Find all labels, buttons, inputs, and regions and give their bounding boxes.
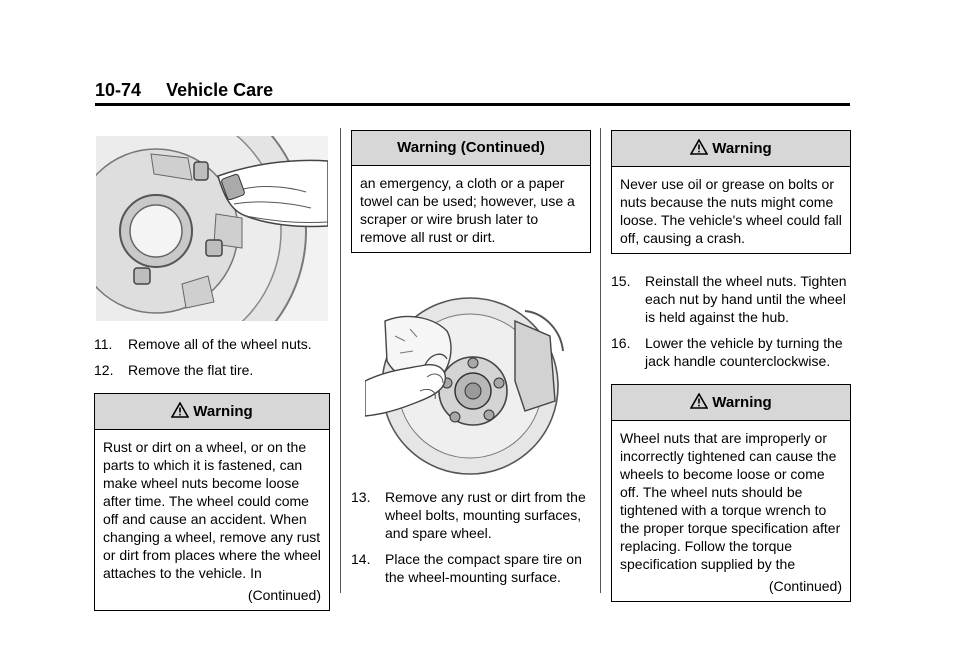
wheel-nut-removal-illustration	[96, 136, 328, 321]
column-divider-2	[600, 128, 601, 593]
column-1	[94, 130, 330, 617]
warning-header: Warning (Continued)	[352, 131, 590, 166]
warning-title: Warning	[712, 140, 772, 157]
warning-title: Warning	[712, 394, 772, 411]
section-title: Vehicle Care	[166, 80, 274, 100]
step-number: 13.	[351, 489, 371, 505]
warning-header	[95, 394, 329, 430]
column-divider-1	[340, 128, 341, 593]
step-text: Place the compact spare tire on the wheel-mounting surface.	[385, 551, 582, 585]
step-number: 11.	[94, 336, 113, 352]
warning-box-torque	[611, 384, 851, 602]
step-text: Remove any rust or dirt from the wheel bolts, mounting surfaces, and spare wheel.	[385, 489, 586, 541]
step-number: 15.	[611, 273, 631, 289]
step-number: 16.	[611, 335, 631, 351]
warning-triangle-icon	[690, 139, 708, 155]
warning-text: Never use oil or grease on bolts or nuts because the nuts might come loose. The vehicle's wheel could fall off, causing a crash.	[620, 176, 842, 246]
warning-text: Rust or dirt on a wheel, or on the parts to which it is fastened, can make wheel nuts become loose after time. The wheel could come off and cause an accident. When changing a wheel, remove any rust or dirt from places where the wheel attaches to the vehicle. In	[103, 439, 321, 581]
page-header	[95, 80, 273, 101]
column-2	[351, 130, 591, 594]
warning-body	[612, 167, 850, 253]
warning-text: an emergency, a cloth or a paper towel can be used; however, use a scraper or wire brush later to remove all rust or dirt.	[360, 175, 575, 245]
warning-body	[95, 430, 329, 610]
warning-box-rust	[94, 393, 330, 611]
step-15	[611, 272, 851, 326]
warning-title: Warning	[193, 403, 253, 420]
warning-body	[352, 166, 590, 252]
page-number: 10-74	[95, 80, 142, 100]
warning-box-continued	[351, 130, 591, 253]
step-11	[94, 335, 330, 353]
warning-header	[612, 385, 850, 421]
warning-triangle-icon	[690, 393, 708, 409]
warning-text: Wheel nuts that are improperly or incorrectly tightened can cause the wheels to become loose or come off. The wheel nuts should be tightened with a torque wrench to the proper torque specification after replacing. Follow the torque specification supplied by the	[620, 430, 841, 572]
step-number: 12.	[94, 362, 114, 378]
continued-label: (Continued)	[768, 578, 842, 594]
warning-triangle-icon	[171, 402, 189, 418]
step-16	[611, 334, 851, 370]
continued-label: (Continued)	[247, 587, 321, 603]
brake-hub-cleaning-illustration	[365, 291, 565, 476]
warning-body	[612, 421, 850, 601]
step-text: Remove the flat tire.	[128, 362, 254, 378]
header-rule	[95, 103, 850, 106]
warning-header	[612, 131, 850, 167]
step-12	[94, 361, 330, 379]
column-3	[611, 130, 851, 608]
step-number: 14.	[351, 551, 371, 567]
warning-box-oil-grease	[611, 130, 851, 254]
brake-illustration-svg	[365, 291, 565, 476]
step-text: Lower the vehicle by turning the jack handle counterclockwise.	[645, 335, 843, 369]
step-14	[351, 550, 591, 586]
step-text: Remove all of the wheel nuts.	[128, 336, 312, 352]
wheel-illustration-svg	[96, 136, 328, 321]
step-13	[351, 488, 591, 542]
step-text: Reinstall the wheel nuts. Tighten each nut by hand until the wheel is held against the hub.	[645, 273, 847, 325]
